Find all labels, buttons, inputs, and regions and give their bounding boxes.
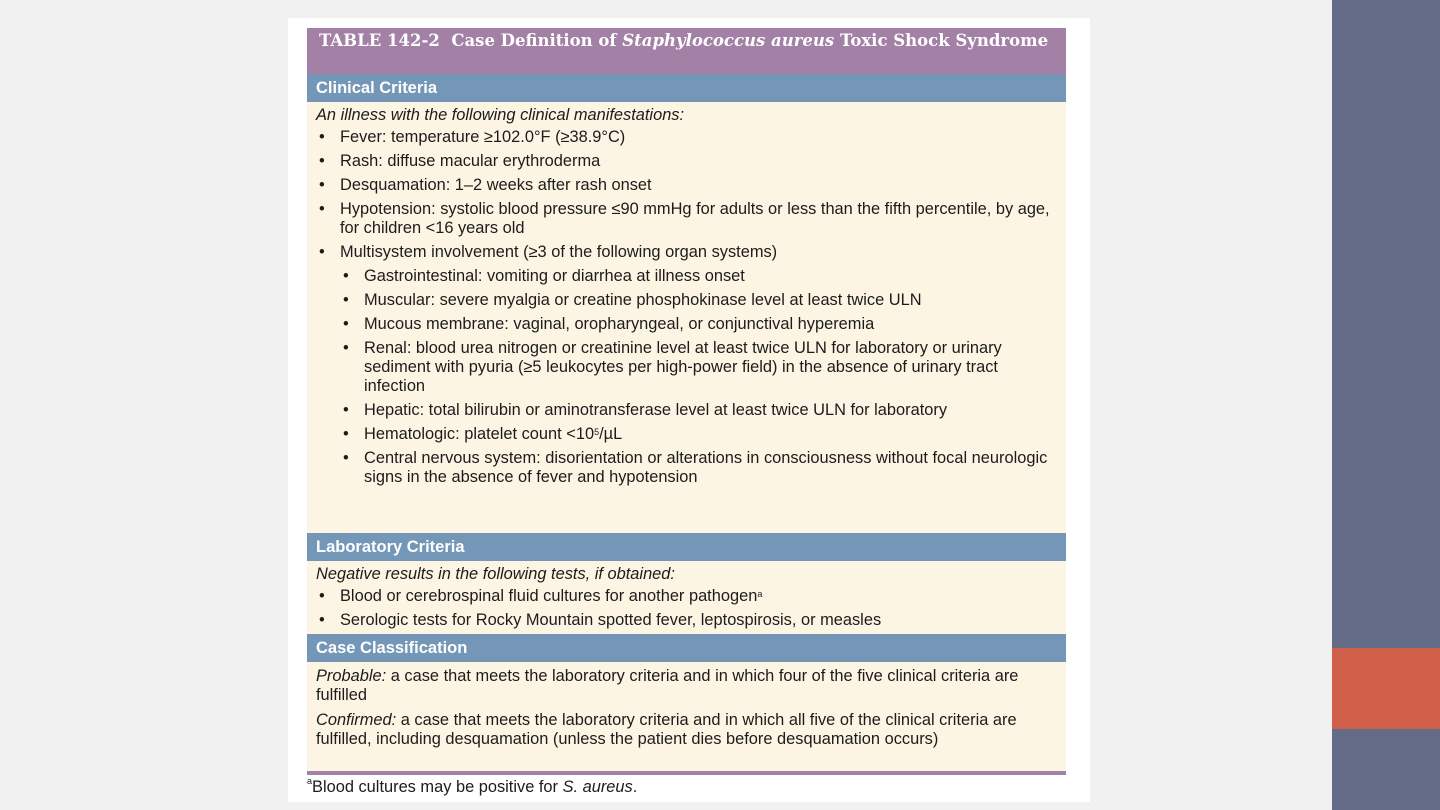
confirmed-definition: Confirmed: a case that meets the laboratory criteria and in which all five of the clinical criteria are fulfilled, including desquamation (unless the patient dies before desquamation occurs) (316, 711, 1017, 748)
organ-system-item: • Hepatic: total bilirubin or aminotransferase level at least twice ULN for laboratory (343, 401, 948, 419)
case-definition-table (307, 28, 1066, 797)
bullet-icon: • (319, 611, 325, 629)
slide-accent-block (1332, 648, 1440, 729)
clinical-item: • Multisystem involvement (≥3 of the following organ systems) (319, 243, 778, 261)
laboratory-criteria-heading: Laboratory Criteria (307, 533, 1066, 561)
bullet-icon: • (343, 449, 349, 467)
case-classification-heading: Case Classification (307, 634, 1066, 662)
table-footnote: $^a$Blood cultures may be positive for S. aureus. (307, 776, 638, 796)
probable-definition: Probable: a case that meets the laboratory criteria and in which four of the five clinical criteria are fulfilled (316, 667, 1019, 704)
bullet-icon: • (319, 176, 325, 194)
bullet-icon: • (319, 200, 325, 218)
laboratory-item: • Serologic tests for Rocky Mountain spotted fever, leptospirosis, or measles (319, 611, 882, 629)
bullet-icon: • (319, 587, 325, 605)
bullet-icon: • (319, 243, 325, 261)
laboratory-criteria-body (307, 561, 1066, 634)
clinical-intro: An illness with the following clinical manifestations: (316, 106, 685, 124)
table-title (307, 28, 1066, 74)
laboratory-item: • Blood or cerebrospinal fluid cultures for another pathogen$^a$ (319, 587, 763, 605)
title-organism: Staphylococcus aureus (622, 31, 835, 50)
clinical-item: • Hypotension: systolic blood pressure ≤90 mmHg for adults or less than the fifth percentile, by age, for children <16 years old (319, 200, 1050, 237)
organ-system-item: • Gastrointestinal: vomiting or diarrhea at illness onset (343, 267, 745, 285)
organ-system-item: • Renal: blood urea nitrogen or creatinine level at least twice ULN for laboratory or urinary sediment with pyuria (≥5 leukocytes per high-power field) in the absence of urinary tract infection (343, 339, 1002, 395)
organ-system-item: • Mucous membrane: vaginal, oropharyngeal, or conjunctival hyperemia (343, 315, 875, 333)
bullet-icon: • (319, 152, 325, 170)
clinical-item: • Rash: diffuse macular erythroderma (319, 152, 601, 170)
organ-system-item: • Hematologic: platelet count $<10^5/\mu L$ (343, 425, 623, 443)
table-label: TABLE 142-2 (319, 31, 440, 50)
organ-system-item: • Muscular: severe myalgia or creatine phosphokinase level at least twice ULN (343, 291, 922, 309)
bullet-icon: • (343, 339, 349, 357)
bullet-icon: • (343, 315, 349, 333)
title-text: Case Definition of (451, 31, 623, 50)
case-classification-body (307, 662, 1066, 771)
clinical-item: • Desquamation: 1–2 weeks after rash onset (319, 176, 652, 194)
bullet-icon: • (343, 291, 349, 309)
bullet-icon: • (343, 401, 349, 419)
clinical-item: • Fever: temperature ≥102.0°F (≥38.9°C) (319, 128, 626, 146)
clinical-criteria-body (307, 102, 1066, 533)
laboratory-intro: Negative results in the following tests, if obtained: (316, 565, 675, 583)
organ-system-item: • Central nervous system: disorientation or alterations in consciousness without focal neurologic signs in the absence of fever and hypotension (343, 449, 1048, 486)
bullet-icon: • (319, 128, 325, 146)
clinical-criteria-heading: Clinical Criteria (307, 74, 1066, 102)
bullet-icon: • (343, 267, 349, 285)
bullet-icon: • (343, 425, 349, 443)
title-text-end: Toxic Shock Syndrome (834, 31, 1049, 50)
